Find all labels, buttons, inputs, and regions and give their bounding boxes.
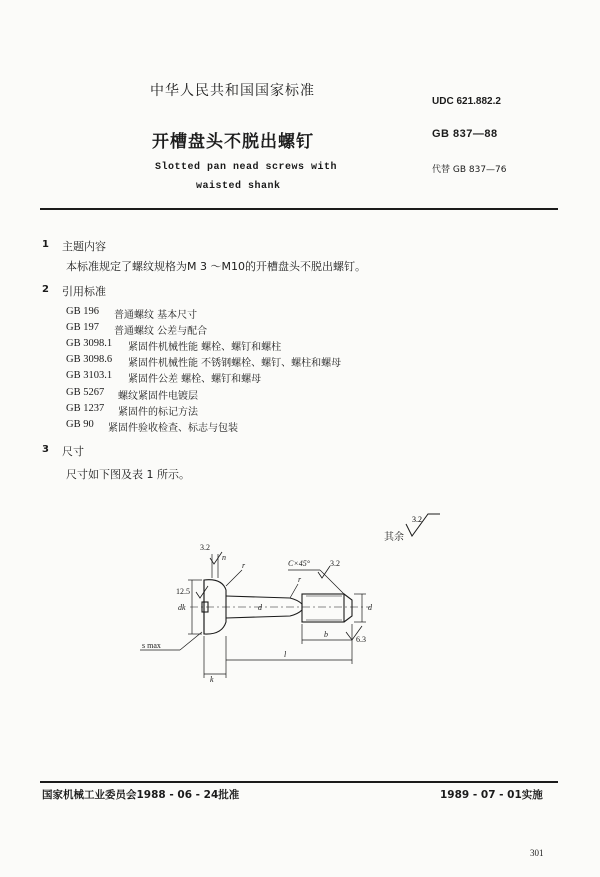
rest-roughness-symbol xyxy=(404,510,444,542)
roughness-head: 12.5 xyxy=(176,587,190,596)
s-max-label: s max xyxy=(142,641,161,650)
roughness-thread: 6.3 xyxy=(356,635,366,644)
header-divider xyxy=(40,208,558,210)
reference-code: GB 196 xyxy=(66,306,99,317)
reference-code: GB 90 xyxy=(66,419,94,430)
dimensions-text: 尺寸如下图及表 1 所示。 xyxy=(66,468,190,481)
standard-number: GB 837—88 xyxy=(432,128,498,140)
implementation-date: 1989 - 07 - 01实施 xyxy=(440,789,543,801)
english-title-line2: waisted shank xyxy=(196,181,281,192)
d-label: d xyxy=(258,603,262,612)
approval-statement: 国家机械工业委员会1988 - 06 - 24批准 xyxy=(42,789,240,801)
r-head-label: r xyxy=(242,561,246,570)
reference-title: 普通螺纹 基本尺寸 xyxy=(114,310,198,321)
page-number: 301 xyxy=(530,848,544,858)
english-title-line1: Slotted pan nead screws with xyxy=(155,162,338,173)
replaces-standard: 代替 GB 837—76 xyxy=(432,165,507,175)
section-2-number: 2 xyxy=(42,284,49,295)
l-label: l xyxy=(284,650,287,659)
d-thread-label: d xyxy=(368,603,372,612)
reference-title: 紧固件机械性能 螺栓、螺钉和螺柱 xyxy=(128,342,282,353)
roughness-chamfer: 3.2 xyxy=(330,559,340,568)
reference-code: GB 3098.1 xyxy=(66,338,113,349)
section-3-title: 尺寸 xyxy=(62,445,84,458)
r-neck-label: r xyxy=(298,575,302,584)
roughness-top: 3.2 xyxy=(200,543,210,552)
svg-text:3.2: 3.2 xyxy=(412,515,422,524)
reference-code: GB 197 xyxy=(66,322,99,333)
reference-title: 螺纹紧固件电镀层 xyxy=(118,391,198,402)
section-2-title: 引用标准 xyxy=(62,285,106,298)
reference-code: GB 3103.1 xyxy=(66,370,113,381)
screw-drawing xyxy=(130,540,430,690)
dk-label: dk xyxy=(178,603,186,612)
footer-divider xyxy=(40,781,558,783)
scope-text: 本标准规定了螺纹规格为M 3 ～M10的开槽盘头不脱出螺钉。 xyxy=(66,260,366,273)
chamfer-label: C×45° xyxy=(288,559,310,568)
reference-title: 紧固件验收检查、标志与包装 xyxy=(108,423,238,434)
b-label: b xyxy=(324,630,328,639)
section-3-number: 3 xyxy=(42,444,49,455)
reference-code: GB 5267 xyxy=(66,387,105,398)
reference-title: 紧固件的标记方法 xyxy=(118,407,198,418)
section-1-title: 主题内容 xyxy=(62,240,106,253)
issuing-body: 中华人民共和国国家标准 xyxy=(150,83,315,99)
threaded-portion xyxy=(302,594,344,622)
k-label: k xyxy=(210,675,214,684)
reference-code: GB 3098.6 xyxy=(66,354,113,365)
n-label: n xyxy=(222,553,226,562)
document-title: 开槽盘头不脱出螺钉 xyxy=(152,132,314,152)
section-1-number: 1 xyxy=(42,239,49,250)
reference-title: 紧固件公差 螺栓、螺钉和螺母 xyxy=(128,374,262,385)
reference-title: 普通螺纹 公差与配合 xyxy=(114,326,208,337)
reference-title: 紧固件机械性能 不锈钢螺栓、螺钉、螺柱和螺母 xyxy=(128,358,342,369)
udc-number: UDC 621.882.2 xyxy=(432,96,501,107)
rest-roughness-label: 其余 xyxy=(384,532,404,543)
reference-code: GB 1237 xyxy=(66,403,105,414)
